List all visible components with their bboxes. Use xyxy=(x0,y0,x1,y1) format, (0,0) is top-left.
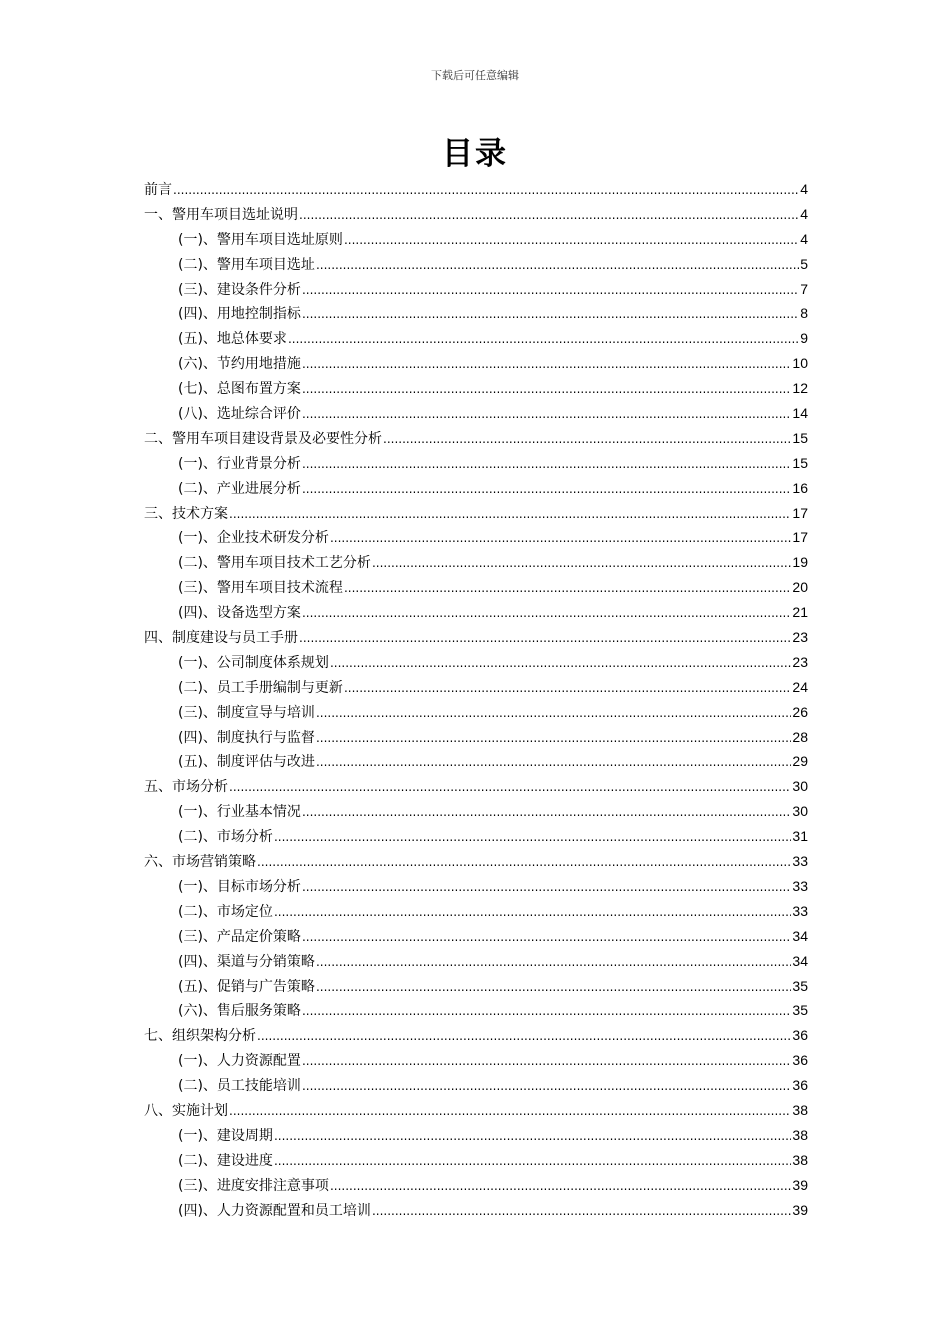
toc-entry-text: (一)、目标市场分析 xyxy=(178,878,301,895)
toc-entry-text: (一)、警用车项目选址原则 xyxy=(178,231,343,248)
toc-entry-page: 36 xyxy=(792,1077,808,1094)
dot-leader xyxy=(344,676,791,701)
toc-entry[interactable] xyxy=(144,998,808,1023)
dot-leader xyxy=(229,502,791,527)
toc-entry-text: (三)、建设条件分析 xyxy=(178,281,301,298)
dot-leader xyxy=(274,825,791,850)
toc-entry-text: (五)、地总体要求 xyxy=(178,331,287,348)
toc-entry[interactable] xyxy=(144,799,808,824)
toc-entry[interactable] xyxy=(144,1048,808,1073)
toc-entry[interactable] xyxy=(144,899,808,924)
toc-entry-text: (四)、渠道与分销策略 xyxy=(178,953,315,970)
dot-leader xyxy=(302,352,791,377)
dot-leader xyxy=(344,576,791,601)
dot-leader xyxy=(302,601,791,626)
toc-entry-page: 38 xyxy=(792,1101,808,1118)
toc-entry[interactable] xyxy=(144,774,808,799)
toc-entry-text: (三)、警用车项目技术流程 xyxy=(178,580,343,597)
toc-entry-text: (二)、员工手册编制与更新 xyxy=(178,679,343,696)
toc-entry[interactable] xyxy=(144,326,808,351)
toc-entry-page: 33 xyxy=(792,877,808,894)
dot-leader xyxy=(316,950,791,975)
toc-entry-page: 39 xyxy=(792,1201,808,1218)
dot-leader xyxy=(302,402,791,427)
dot-leader xyxy=(229,1099,791,1124)
dot-leader xyxy=(302,800,791,825)
toc-entry-page: 4 xyxy=(800,205,808,222)
toc-entry[interactable] xyxy=(144,625,808,650)
dot-leader xyxy=(302,875,791,900)
toc-title: 目录 xyxy=(442,136,508,172)
dot-leader xyxy=(316,750,791,775)
toc-entry-page: 29 xyxy=(792,753,808,770)
toc-entry-text: (二)、市场分析 xyxy=(178,829,273,846)
toc-entry-text: 前言 xyxy=(144,182,172,198)
toc-entry-text: (二)、员工技能培训 xyxy=(178,1078,301,1095)
toc-entry[interactable] xyxy=(144,301,808,326)
toc-entry-page: 33 xyxy=(792,853,808,870)
header-note: 下载后可任意编辑 xyxy=(431,69,519,82)
toc-entry-page: 35 xyxy=(792,977,808,994)
toc-entry[interactable] xyxy=(144,277,808,302)
toc-entry-page: 12 xyxy=(792,380,808,397)
toc-entry-text: 四、制度建设与员工手册 xyxy=(144,630,298,647)
toc-entry-page: 34 xyxy=(792,927,808,944)
toc-entry-page: 31 xyxy=(792,828,808,845)
dot-leader xyxy=(302,477,791,502)
dot-leader xyxy=(302,1074,791,1099)
toc-entry[interactable] xyxy=(144,451,808,476)
toc-entry-page: 10 xyxy=(792,355,808,372)
toc-entry[interactable] xyxy=(144,675,808,700)
dot-leader xyxy=(274,1124,791,1149)
dot-leader xyxy=(316,253,799,278)
toc-entry-page: 14 xyxy=(792,405,808,422)
toc-entry-text: (一)、企业技术研发分析 xyxy=(178,530,329,547)
toc-entry-text: (一)、行业基本情况 xyxy=(178,804,301,821)
toc-entry-page: 38 xyxy=(792,1126,808,1143)
toc-entry-page: 36 xyxy=(792,1052,808,1069)
toc-entry[interactable] xyxy=(144,600,808,625)
toc-entry[interactable] xyxy=(144,949,808,974)
toc-entry-text: (一)、公司制度体系规划 xyxy=(178,654,329,671)
toc-entry[interactable] xyxy=(144,849,808,874)
dot-leader xyxy=(274,1149,791,1174)
toc-entry-page: 15 xyxy=(792,429,808,446)
toc-entry-page: 8 xyxy=(800,305,808,322)
toc-entry-text: (四)、设备选型方案 xyxy=(178,605,301,622)
toc-entry-page: 21 xyxy=(792,604,808,621)
toc-entry-page: 17 xyxy=(792,529,808,546)
toc-entry-text: 八、实施计划 xyxy=(144,1102,228,1119)
toc-entry-page: 23 xyxy=(792,653,808,670)
toc-entry-page: 5 xyxy=(800,255,808,272)
dot-leader xyxy=(330,651,791,676)
toc-entry-page: 30 xyxy=(792,778,808,795)
toc-entry[interactable] xyxy=(144,1023,808,1048)
toc-entry-page: 17 xyxy=(792,504,808,521)
toc-entry-text: (一)、建设周期 xyxy=(178,1127,273,1144)
dot-leader xyxy=(288,327,799,352)
toc-entry[interactable] xyxy=(144,501,808,526)
toc-entry[interactable] xyxy=(144,252,808,277)
toc-entry-page: 35 xyxy=(792,1002,808,1019)
toc-entry[interactable] xyxy=(144,351,808,376)
toc-entry[interactable] xyxy=(144,550,808,575)
dot-leader xyxy=(302,377,791,402)
toc-entry[interactable] xyxy=(144,824,808,849)
toc-entry[interactable] xyxy=(144,1173,808,1198)
dot-leader xyxy=(316,726,791,751)
toc-entry-text: (三)、进度安排注意事项 xyxy=(178,1177,329,1194)
toc-entry[interactable] xyxy=(144,1148,808,1173)
dot-leader xyxy=(316,975,791,1000)
table-of-contents xyxy=(144,177,808,1222)
toc-entry-text: (八)、选址综合评价 xyxy=(178,406,301,423)
toc-entry-page: 26 xyxy=(792,703,808,720)
toc-entry[interactable] xyxy=(144,749,808,774)
toc-entry-page: 4 xyxy=(800,230,808,247)
toc-entry[interactable] xyxy=(144,1198,808,1223)
toc-entry[interactable] xyxy=(144,1098,808,1123)
toc-entry-text: (二)、建设进度 xyxy=(178,1152,273,1169)
dot-leader xyxy=(344,228,799,253)
dot-leader xyxy=(229,775,791,800)
dot-leader xyxy=(257,1024,791,1049)
dot-leader xyxy=(257,850,791,875)
toc-entry-page: 4 xyxy=(800,181,808,197)
toc-entry-text: (四)、人力资源配置和员工培训 xyxy=(178,1202,371,1219)
dot-leader xyxy=(372,551,791,576)
toc-entry-text: (二)、市场定位 xyxy=(178,903,273,920)
dot-leader xyxy=(330,526,791,551)
toc-entry[interactable] xyxy=(144,476,808,501)
toc-entry-page: 20 xyxy=(792,579,808,596)
toc-entry-text: (二)、警用车项目技术工艺分析 xyxy=(178,555,371,572)
toc-entry-text: 七、组织架构分析 xyxy=(144,1028,256,1045)
dot-leader xyxy=(383,427,791,452)
toc-entry[interactable] xyxy=(144,401,808,426)
dot-leader xyxy=(302,999,791,1024)
toc-entry-text: (五)、制度评估与改进 xyxy=(178,754,315,771)
toc-entry-page: 33 xyxy=(792,902,808,919)
toc-entry-text: (三)、产品定价策略 xyxy=(178,928,301,945)
toc-entry[interactable] xyxy=(144,376,808,401)
toc-entry-page: 7 xyxy=(800,280,808,297)
toc-entry[interactable] xyxy=(144,1123,808,1148)
toc-entry-text: 五、市场分析 xyxy=(144,779,228,796)
toc-entry[interactable] xyxy=(144,1073,808,1098)
dot-leader xyxy=(302,452,791,477)
toc-entry-page: 39 xyxy=(792,1176,808,1193)
toc-entry[interactable] xyxy=(144,426,808,451)
toc-entry-text: (一)、行业背景分析 xyxy=(178,455,301,472)
dot-leader xyxy=(302,302,799,327)
toc-entry-page: 19 xyxy=(792,554,808,571)
dot-leader xyxy=(173,178,799,203)
toc-entry[interactable] xyxy=(144,974,808,999)
toc-entry[interactable] xyxy=(144,525,808,550)
dot-leader xyxy=(330,1174,791,1199)
dot-leader xyxy=(302,278,799,303)
dot-leader xyxy=(299,626,791,651)
toc-entry-page: 30 xyxy=(792,803,808,820)
toc-entry[interactable] xyxy=(144,177,808,202)
dot-leader xyxy=(274,900,791,925)
dot-leader xyxy=(302,1049,791,1074)
toc-entry-text: (五)、促销与广告策略 xyxy=(178,978,315,995)
toc-entry[interactable] xyxy=(144,227,808,252)
toc-entry[interactable] xyxy=(144,575,808,600)
toc-entry-text: (一)、人力资源配置 xyxy=(178,1053,301,1070)
toc-entry-text: 二、警用车项目建设背景及必要性分析 xyxy=(144,430,382,447)
toc-entry-text: (二)、产业进展分析 xyxy=(178,480,301,497)
toc-entry-text: (四)、制度执行与监督 xyxy=(178,729,315,746)
toc-entry-text: (二)、警用车项目选址 xyxy=(178,256,315,273)
dot-leader xyxy=(372,1199,791,1224)
toc-entry-text: (六)、售后服务策略 xyxy=(178,1003,301,1020)
toc-entry[interactable] xyxy=(144,700,808,725)
toc-entry[interactable] xyxy=(144,725,808,750)
dot-leader xyxy=(299,203,799,228)
toc-entry[interactable] xyxy=(144,924,808,949)
toc-entry[interactable] xyxy=(144,650,808,675)
toc-entry-page: 16 xyxy=(792,479,808,496)
toc-entry-page: 23 xyxy=(792,629,808,646)
dot-leader xyxy=(302,925,791,950)
toc-entry-page: 9 xyxy=(800,330,808,347)
dot-leader xyxy=(316,701,791,726)
toc-entry-page: 15 xyxy=(792,454,808,471)
toc-entry-page: 34 xyxy=(792,952,808,969)
toc-entry-text: (七)、总图布置方案 xyxy=(178,381,301,398)
toc-entry-text: (四)、用地控制指标 xyxy=(178,306,301,323)
toc-entry-text: 六、市场营销策略 xyxy=(144,854,256,871)
toc-entry[interactable] xyxy=(144,202,808,227)
toc-entry-text: 一、警用车项目选址说明 xyxy=(144,206,298,223)
toc-entry[interactable] xyxy=(144,874,808,899)
toc-entry-page: 36 xyxy=(792,1027,808,1044)
toc-entry-text: (六)、节约用地措施 xyxy=(178,356,301,373)
toc-entry-page: 38 xyxy=(792,1151,808,1168)
toc-entry-page: 24 xyxy=(792,678,808,695)
toc-entry-page: 28 xyxy=(792,728,808,745)
toc-entry-text: (三)、制度宣导与培训 xyxy=(178,704,315,721)
toc-entry-text: 三、技术方案 xyxy=(144,505,228,522)
